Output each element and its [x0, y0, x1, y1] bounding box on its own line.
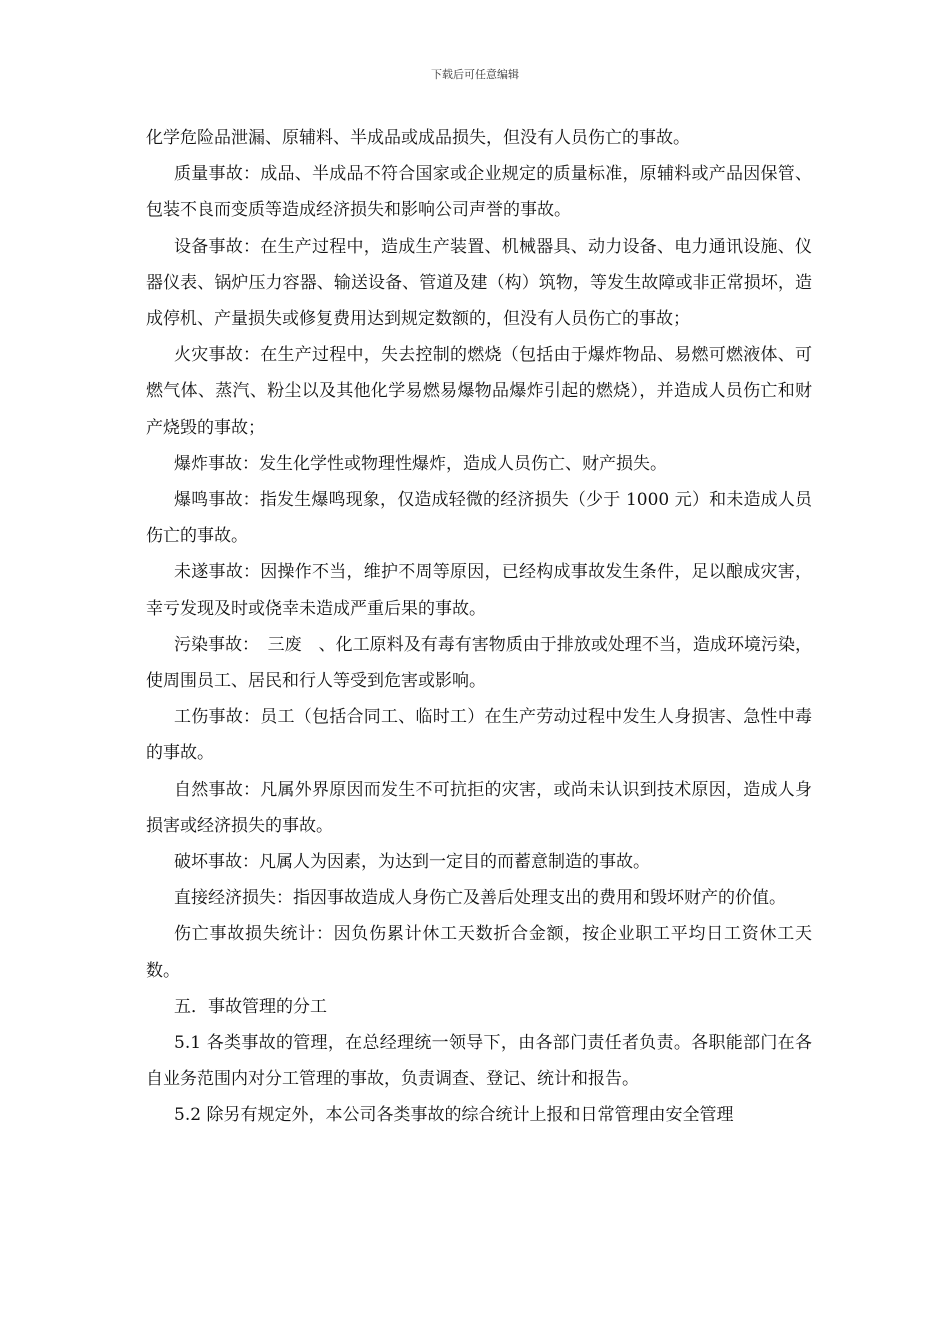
paragraph: 污染事故： 三废 、化工原料及有毒有害物质由于排放或处理不当，造成环境污染，使周围员工、居民和行人等受到危害或影响。: [146, 634, 812, 692]
paragraph: 未遂事故：因操作不当，维护不周等原因，已经构成事故发生条件，足以酿成灾害，幸亏发现及时或侥幸未造成严重后果的事故。: [146, 562, 812, 619]
paragraph: 直接经济损失：指因事故造成人身伤亡及善后处理支出的费用和毁坏财产的价值。: [174, 888, 786, 909]
paragraph: 爆炸事故：发生化学性或物理性爆炸，造成人员伤亡、财产损失。: [174, 453, 667, 474]
paragraph: 爆鸣事故：指发生爆鸣现象，仅造成轻微的经济损失（少于 1000 元）和未造成人员伤亡的事故。: [146, 490, 812, 547]
paragraph: 质量事故：成品、半成品不符合国家或企业规定的质量标准，原辅料或产品因保管、包装不良而变质等造成经济损失和影响公司声誉的事故。: [146, 164, 812, 221]
paragraph: 伤亡事故损失统计：因负伤累计休工天数折合金额，按企业职工平均日工资休工天数。: [146, 924, 812, 981]
paragraph: 自然事故：凡属外界原因而发生不可抗拒的灾害，或尚未认识到技术原因，造成人身损害或经济损失的事故。: [146, 779, 812, 836]
paragraph: 5.1 各类事故的管理，在总经理统一领导下，由各部门责任者负责。各职能部门在各自业务范围内对分工管理的事故，负责调查、登记、统计和报告。: [146, 1033, 812, 1090]
paragraph: 设备事故：在生产过程中，造成生产装置、机械器具、动力设备、电力通讯设施、仪器仪表、锅炉压力容器、输送设备、管道及建（构）筑物，等发生故障或非正常损坏，造成停机、产量损失或修复费用达到规定数额的，但没有人员伤亡的事故；: [146, 236, 812, 330]
paragraph: 5.2 除另有规定外，本公司各类事故的综合统计上报和日常管理由安全管理: [174, 1105, 734, 1126]
page-header: 下载后可任意编辑: [431, 68, 519, 81]
document-body: [146, 120, 812, 1134]
paragraph: 化学危险品泄漏、原辅料、半成品或成品损失，但没有人员伤亡的事故。: [146, 128, 690, 148]
paragraph: 破坏事故：凡属人为因素，为达到一定目的而蓄意制造的事故。: [174, 852, 650, 873]
paragraph: 工伤事故：员工（包括合同工、临时工）在生产劳动过程中发生人身损害、急性中毒的事故。: [146, 707, 812, 764]
paragraph: 火灾事故：在生产过程中，失去控制的燃烧（包括由于爆炸物品、易燃可燃液体、可燃气体、蒸汽、粉尘以及其他化学易燃易爆物品爆炸引起的燃烧），并造成人员伤亡和财产烧毁的事故；: [146, 345, 812, 438]
section-heading: 五．事故管理的分工: [174, 996, 327, 1017]
